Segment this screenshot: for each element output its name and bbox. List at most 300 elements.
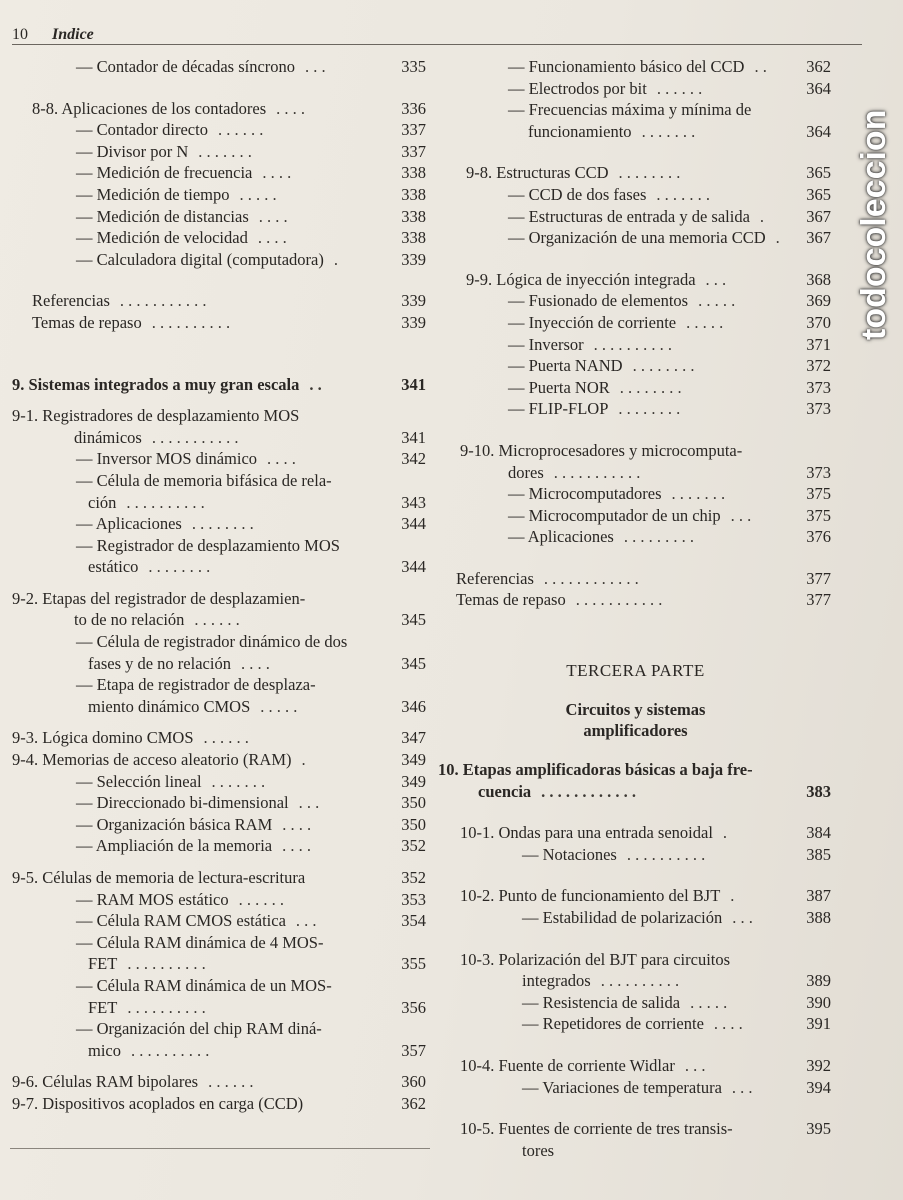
toc-entry-text: — Célula de memoria bifásica de rela- — [76, 470, 332, 490]
toc-page-number: 338 — [401, 163, 426, 183]
toc-entry-text: 9-6. Células RAM bipolares — [12, 1072, 199, 1092]
toc-page-number: 362 — [806, 57, 831, 76]
toc-entry — [438, 162, 833, 184]
toc-entry — [438, 483, 833, 505]
toc-entry-text: 9-3. Lógica domino CMOS — [12, 728, 194, 748]
toc-entry — [438, 462, 833, 484]
toc-leader-dots: . . . . — [257, 228, 287, 248]
toc-page-number: 367 — [806, 228, 831, 248]
toc-entry — [438, 1013, 833, 1035]
toc-entry-text: — Fusionado de elementos — [508, 291, 689, 311]
toc-entry-text: — Medición de velocidad — [76, 228, 248, 248]
toc-page-number: 352 — [401, 836, 426, 856]
toc-entry — [12, 910, 428, 932]
toc-leader-dots: . . . . . . . — [198, 141, 252, 161]
toc-leader-dots: . . . — [298, 793, 320, 813]
toc-entry-text: 10-4. Fuente de corriente Widlar — [460, 1056, 675, 1075]
toc-entry-text: — Estabilidad de polarización — [522, 908, 723, 928]
toc-page-number: 357 — [401, 1040, 426, 1060]
toc-page-number: 352 — [401, 868, 426, 887]
toc-entry-text: — Puerta NAND — [508, 356, 623, 376]
toc-right-column — [438, 56, 833, 1161]
toc-page-number: 368 — [806, 269, 831, 289]
toc-entry — [12, 1093, 428, 1115]
page-title: Indice — [52, 26, 94, 43]
toc-page-number: 338 — [401, 228, 426, 248]
toc-entry — [12, 792, 428, 814]
toc-entry-text: tores — [522, 1140, 555, 1160]
toc-leader-dots: . . . . . . . . . . . — [575, 590, 663, 610]
toc-leader-dots: . . . . — [258, 206, 288, 226]
page-header — [12, 26, 94, 44]
toc-right-entries-2 — [438, 759, 833, 1161]
toc-leader-dots: . . . . . . . . . . — [626, 844, 706, 864]
toc-entry-text: — Aplicaciones — [508, 527, 614, 547]
toc-entry-text: — Inyección de corriente — [508, 312, 677, 332]
toc-entry — [438, 377, 833, 399]
entry-spacer — [12, 717, 428, 727]
toc-entry — [12, 427, 428, 449]
toc-page-number: 338 — [401, 184, 426, 204]
toc-page-number: 350 — [401, 793, 426, 813]
toc-leader-dots: . . . . . . . . . . — [593, 334, 672, 354]
toc-leader-dots: . . . . — [267, 449, 296, 469]
toc-entry — [12, 374, 428, 396]
toc-entry — [12, 448, 428, 470]
toc-entry-text: Temas de repaso — [456, 590, 566, 610]
toc-leader-dots: . . . . . . — [217, 120, 264, 140]
toc-entry — [12, 470, 428, 492]
toc-entry-text: — Organización del chip RAM diná- — [76, 1019, 322, 1039]
toc-page-number: 337 — [401, 120, 426, 140]
toc-leader-dots: . . . . . . . . . . . . — [541, 781, 637, 801]
toc-page-number: 349 — [401, 750, 426, 770]
toc-leader-dots: . . . . . . . . . . . . — [543, 568, 639, 588]
toc-entry — [12, 953, 428, 975]
toc-entry — [12, 609, 428, 631]
entry-spacer — [12, 1061, 428, 1071]
toc-page-number: 383 — [806, 781, 831, 801]
toc-entry-text: — Notaciones — [522, 844, 617, 864]
toc-entry-text: — Selección lineal — [76, 771, 202, 791]
entry-spacer — [438, 249, 833, 269]
toc-entry-text: — Contador de décadas síncrono — [76, 57, 296, 76]
toc-leader-dots: . . . . . — [260, 696, 298, 716]
toc-page-number: 367 — [806, 206, 831, 226]
toc-entry — [438, 355, 833, 377]
toc-entry-text: — Etapa de registrador de desplaza- — [76, 675, 316, 695]
toc-entry — [12, 312, 428, 334]
toc-entry-text: 9-4. Memorias de acceso aleatorio (RAM) — [12, 750, 292, 770]
toc-entry — [12, 206, 428, 228]
toc-entry — [438, 1140, 833, 1162]
toc-entry-text: 9. Sistemas integrados a muy gran escala — [12, 374, 300, 394]
toc-entry — [12, 588, 428, 610]
toc-leader-dots: . . . . . . — [203, 728, 249, 748]
toc-entry-text: FET — [88, 954, 118, 974]
toc-entry-text: — Célula RAM dinámica de un MOS- — [76, 975, 332, 995]
toc-page-number: 373 — [806, 399, 831, 419]
toc-entry — [12, 835, 428, 857]
toc-leader-dots: . . . . . . . . — [191, 514, 254, 534]
toc-page-number: 347 — [401, 728, 426, 748]
toc-page-number: 370 — [806, 312, 831, 332]
toc-entry-text: — Estructuras de entrada y de salida — [508, 206, 750, 226]
entry-spacer — [12, 857, 428, 867]
toc-leader-dots: . . . . . . . . . . — [126, 492, 205, 512]
toc-leader-dots: . . . . . . . . . . — [127, 997, 206, 1017]
toc-entry — [12, 184, 428, 206]
entry-spacer — [438, 1098, 833, 1118]
toc-entry — [12, 405, 428, 427]
toc-leader-dots: . . . — [684, 1056, 706, 1075]
toc-page-number: 373 — [806, 462, 831, 482]
toc-entry-text: — Direccionado bi-dimensional — [76, 793, 289, 813]
toc-page-number: 337 — [401, 141, 426, 161]
entry-spacer — [12, 78, 428, 98]
toc-page-number: 364 — [806, 78, 831, 98]
toc-page-number: 387 — [806, 886, 831, 906]
toc-leader-dots: . . . . . — [239, 184, 277, 204]
toc-entry — [438, 1118, 833, 1140]
toc-page-number: 385 — [806, 844, 831, 864]
toc-leader-dots: . . . . . . . . — [148, 557, 211, 577]
toc-entry — [438, 1055, 833, 1077]
toc-entry-text: 9-5. Células de memoria de lectura-escritura — [12, 868, 306, 887]
toc-entry — [12, 227, 428, 249]
toc-entry-text: — Resistencia de salida — [522, 992, 681, 1012]
toc-entry-text: — Microcomputador de un chip — [508, 505, 721, 525]
toc-entry — [438, 992, 833, 1014]
toc-entry-text: — Electrodos por bit — [508, 78, 647, 98]
toc-entry — [438, 568, 833, 590]
entry-spacer — [438, 865, 833, 885]
toc-entry — [438, 505, 833, 527]
toc-entry-text: ción — [88, 492, 117, 512]
toc-entry-text: fases y de no relación — [88, 653, 231, 673]
toc-leader-dots: . . . — [705, 269, 727, 289]
entry-spacer — [438, 929, 833, 949]
toc-leader-dots: . . . . . . . . — [618, 399, 681, 419]
toc-leader-dots: . — [730, 886, 735, 906]
toc-entry-text: — RAM MOS estático — [76, 889, 229, 909]
toc-entry — [438, 227, 833, 249]
toc-entry-text: — Funcionamiento básico del CCD — [508, 57, 745, 76]
toc-entry — [438, 589, 833, 611]
toc-entry — [438, 206, 833, 228]
entry-spacer — [438, 420, 833, 440]
toc-entry-text: — Divisor por N — [76, 141, 189, 161]
toc-entry-text: 9-7. Dispositivos acoplados en carga (CCD) — [12, 1093, 304, 1113]
toc-entry-text: — Inversor — [508, 334, 584, 354]
entry-spacer — [438, 802, 833, 822]
toc-page-number: 372 — [806, 356, 831, 376]
toc-leader-dots: . . . . . . . — [671, 484, 726, 504]
toc-entry-text: dinámicos — [74, 427, 142, 447]
toc-leader-dots: . . . . . . . . . . — [151, 312, 231, 332]
toc-entry-text: Referencias — [32, 291, 110, 311]
toc-entry — [12, 771, 428, 793]
toc-entry-text: 9-2. Etapas del registrador de desplazamien- — [12, 588, 306, 608]
toc-entry — [438, 398, 833, 420]
toc-entry — [12, 867, 428, 889]
toc-page-number: 341 — [401, 374, 426, 394]
toc-entry — [438, 759, 833, 781]
toc-entry — [12, 749, 428, 771]
toc-entry-text: 10-2. Punto de funcionamiento del BJT — [460, 886, 721, 906]
toc-entry — [438, 1077, 833, 1099]
toc-page-number: 355 — [401, 954, 426, 974]
toc-leader-dots: . . . . . . . . — [619, 377, 682, 397]
toc-leader-dots: . . . . . . . — [656, 184, 711, 204]
toc-entry-text: 10-1. Ondas para una entrada senoidal — [460, 823, 713, 843]
toc-entry-text: — Aplicaciones — [76, 514, 182, 534]
toc-page-number: 339 — [401, 312, 426, 332]
footer-divider — [10, 1148, 430, 1149]
toc-entry — [438, 885, 833, 907]
toc-page-number: 384 — [806, 823, 831, 843]
toc-leader-dots: . . . — [730, 505, 752, 525]
toc-leader-dots: . . . . . . — [656, 78, 703, 98]
toc-entry — [438, 440, 833, 462]
toc-entry-text: estático — [88, 557, 139, 577]
toc-entry — [12, 696, 428, 718]
toc-entry-text: — Puerta NOR — [508, 377, 610, 397]
toc-leader-dots: . . . . . . . . . . — [127, 954, 206, 974]
toc-leader-dots: . . . . . . — [208, 1072, 254, 1092]
entry-spacer — [12, 578, 428, 588]
toc-entry — [12, 975, 428, 997]
toc-entry-text: integrados — [522, 971, 591, 991]
toc-entry-text: 9-8. Estructuras CCD — [466, 163, 609, 183]
toc-leader-dots: . . . . . . — [194, 610, 240, 630]
toc-leader-dots: . . . — [295, 911, 317, 931]
toc-entry-text: 9-1. Registradores de desplazamiento MOS — [12, 406, 300, 426]
header-divider — [12, 44, 862, 45]
toc-page-number: 353 — [401, 889, 426, 909]
toc-page-number: 395 — [806, 1119, 831, 1139]
toc-leader-dots: . . . . . . . . . . . — [553, 462, 641, 482]
toc-entry — [438, 907, 833, 929]
toc-page-number: 344 — [401, 514, 426, 534]
toc-leader-dots: . . — [754, 57, 767, 76]
toc-leader-dots: . . . . — [713, 1014, 743, 1034]
toc-entry — [438, 269, 833, 291]
toc-entry — [12, 535, 428, 557]
toc-entry — [438, 56, 833, 78]
toc-leader-dots: . . . . — [240, 653, 270, 673]
toc-leader-dots: . . . . . — [686, 312, 724, 332]
toc-entry — [438, 99, 833, 121]
toc-entry-text: 9-10. Microprocesadores y microcomputa- — [460, 440, 743, 460]
toc-page-number: 350 — [401, 814, 426, 834]
toc-page-number: 354 — [401, 911, 426, 931]
toc-page-number: 338 — [401, 206, 426, 226]
toc-entry — [438, 78, 833, 100]
toc-entry-text: — Organización de una memoria CCD — [508, 228, 766, 248]
toc-entry — [438, 949, 833, 971]
toc-page-number: 345 — [401, 610, 426, 630]
toc-page-number: 356 — [401, 997, 426, 1017]
toc-page-number: 373 — [806, 377, 831, 397]
toc-page-number: 362 — [401, 1093, 426, 1113]
toc-entry — [12, 631, 428, 653]
toc-page-number: 377 — [806, 590, 831, 610]
toc-page-number: 342 — [401, 449, 426, 469]
toc-page-number: 389 — [806, 971, 831, 991]
toc-page-number: 375 — [806, 505, 831, 525]
toc-entry — [438, 526, 833, 548]
toc-entry-text: Referencias — [456, 568, 534, 588]
toc-page-number: 345 — [401, 653, 426, 673]
toc-page-number: 349 — [401, 771, 426, 791]
toc-page-number: 371 — [806, 334, 831, 354]
toc-left-column — [12, 56, 428, 1115]
toc-entry-text: 10. Etapas amplificadoras básicas a baja fre- — [438, 760, 753, 780]
toc-leader-dots: . . . . . . . — [641, 121, 696, 141]
toc-entry-text: — Célula de registrador dinámico de dos — [76, 632, 348, 652]
toc-entry-text: Temas de repaso — [32, 312, 142, 332]
toc-page-number: 339 — [401, 291, 426, 311]
watermark-logo: todocoleccion — [855, 109, 893, 340]
toc-leader-dots: . . . . . . — [238, 889, 284, 909]
toc-page-number: 377 — [806, 568, 831, 588]
toc-entry-text: — Variaciones de temperatura — [522, 1077, 722, 1097]
toc-entry-text: to de no relación — [74, 610, 185, 630]
toc-leader-dots: . . . . . . . . . . . — [151, 427, 239, 447]
toc-entry-text: funcionamiento — [528, 121, 632, 141]
toc-entry-text: — Célula RAM CMOS estática — [76, 911, 286, 931]
toc-leader-dots: . . . . . . . . . — [623, 527, 694, 547]
toc-leader-dots: . — [333, 249, 338, 269]
toc-page-number: 336 — [401, 98, 426, 118]
toc-entry-text: — Inversor MOS dinámico — [76, 449, 258, 469]
toc-entry-text: — Medición de distancias — [76, 206, 249, 226]
toc-entry — [12, 141, 428, 163]
toc-entry — [438, 121, 833, 143]
toc-entry-text: 9-9. Lógica de inyección integrada — [466, 269, 696, 289]
toc-page-number: 376 — [806, 527, 831, 547]
toc-leader-dots: . . . . . . . — [211, 771, 266, 791]
toc-leader-dots: . . . . . . . . . . — [131, 1040, 210, 1060]
toc-entry — [438, 290, 833, 312]
toc-entry-text: — Célula RAM dinámica de 4 MOS- — [76, 932, 324, 952]
entry-spacer — [438, 548, 833, 568]
toc-entry-text: — Microcomputadores — [508, 484, 662, 504]
toc-leader-dots: . . . . — [276, 98, 306, 118]
toc-entry — [438, 334, 833, 356]
toc-entry — [12, 162, 428, 184]
toc-entry-text: cuencia — [478, 781, 532, 801]
toc-entry-text: — Calculadora digital (computadora) — [76, 249, 324, 269]
toc-page-number: 394 — [806, 1077, 831, 1097]
toc-page-number: 335 — [401, 57, 426, 76]
toc-entry-text: — Organización básica RAM — [76, 814, 273, 834]
toc-entry — [438, 970, 833, 992]
toc-page-number: 341 — [401, 427, 426, 447]
toc-page-number: 365 — [806, 163, 831, 183]
toc-page-number: 343 — [401, 492, 426, 512]
toc-entry-text: — Frecuencias máxima y mínima de — [508, 100, 752, 120]
toc-entry — [12, 653, 428, 675]
toc-leader-dots: . . . . . . . . — [632, 356, 695, 376]
toc-entry-text: — FLIP-FLOP — [508, 399, 609, 419]
toc-entry — [438, 184, 833, 206]
toc-entry-text: 10-5. Fuentes de corriente de tres transis- — [460, 1119, 733, 1139]
toc-entry — [12, 814, 428, 836]
toc-entry-text: — Medición de tiempo — [76, 184, 230, 204]
toc-leader-dots: . — [722, 823, 728, 843]
toc-entry — [12, 932, 428, 954]
toc-leader-dots: . . — [309, 374, 322, 394]
toc-entry-text: — Contador directo — [76, 120, 208, 140]
toc-page-number: 369 — [806, 291, 831, 311]
entry-spacer — [12, 334, 428, 374]
entry-spacer — [12, 395, 428, 405]
toc-entry — [12, 513, 428, 535]
toc-entry-text: — CCD de dos fases — [508, 184, 647, 204]
toc-entry-text: FET — [88, 997, 118, 1017]
toc-entry — [438, 844, 833, 866]
toc-entry — [12, 119, 428, 141]
toc-entry-text: dores — [508, 462, 544, 482]
toc-page-number: 364 — [806, 121, 831, 141]
entry-spacer — [12, 270, 428, 290]
toc-leader-dots: . . . . — [262, 163, 292, 183]
toc-entry-text: 8-8. Aplicaciones de los contadores — [32, 98, 267, 118]
toc-entry-text: — Registrador de desplazamiento MOS — [76, 535, 340, 555]
toc-page-number: 344 — [401, 557, 426, 577]
toc-entry-text: — Medición de frecuencia — [76, 163, 253, 183]
toc-entry — [12, 1018, 428, 1040]
toc-leader-dots: . — [301, 750, 306, 770]
toc-entry — [12, 556, 428, 578]
toc-leader-dots: . — [759, 206, 765, 226]
toc-entry-text: miento dinámico CMOS — [88, 696, 251, 716]
part-subtitle-line2: amplificadores — [583, 721, 688, 741]
toc-entry — [12, 889, 428, 911]
toc-leader-dots: . . . — [732, 908, 753, 928]
toc-entry — [438, 822, 833, 844]
toc-leader-dots: . . . . — [282, 836, 311, 856]
part-title: TERCERA PARTE — [566, 661, 705, 681]
toc-entry — [12, 674, 428, 696]
toc-page-number: 346 — [401, 696, 426, 716]
part-subtitle-line1: Circuitos y sistemas — [565, 700, 706, 720]
entry-spacer — [438, 142, 833, 162]
toc-entry-text: — Ampliación de la memoria — [76, 836, 273, 856]
toc-leader-dots: . . . . . — [690, 992, 728, 1012]
toc-leader-dots: . . . . . . . . . . . — [119, 291, 207, 311]
toc-entry — [12, 290, 428, 312]
toc-right-entries — [438, 56, 833, 611]
toc-leader-dots: . . . — [305, 57, 326, 76]
toc-page-number: 360 — [401, 1072, 426, 1092]
toc-leader-dots: . — [775, 228, 780, 248]
entry-spacer — [438, 1035, 833, 1055]
toc-entry — [12, 1071, 428, 1093]
toc-entry — [12, 492, 428, 514]
page-number: 10 — [12, 26, 28, 43]
toc-leader-dots: . . . . . . . . . . — [600, 971, 680, 991]
toc-entry — [12, 1040, 428, 1062]
toc-leader-dots: . . . . . — [698, 291, 736, 311]
toc-page-number: 375 — [806, 484, 831, 504]
toc-leader-dots: . . . . . . . . — [618, 163, 681, 183]
toc-entry-text: — Repetidores de corriente — [522, 1014, 704, 1034]
toc-entry-text: mico — [88, 1040, 121, 1060]
toc-entry — [12, 56, 428, 78]
